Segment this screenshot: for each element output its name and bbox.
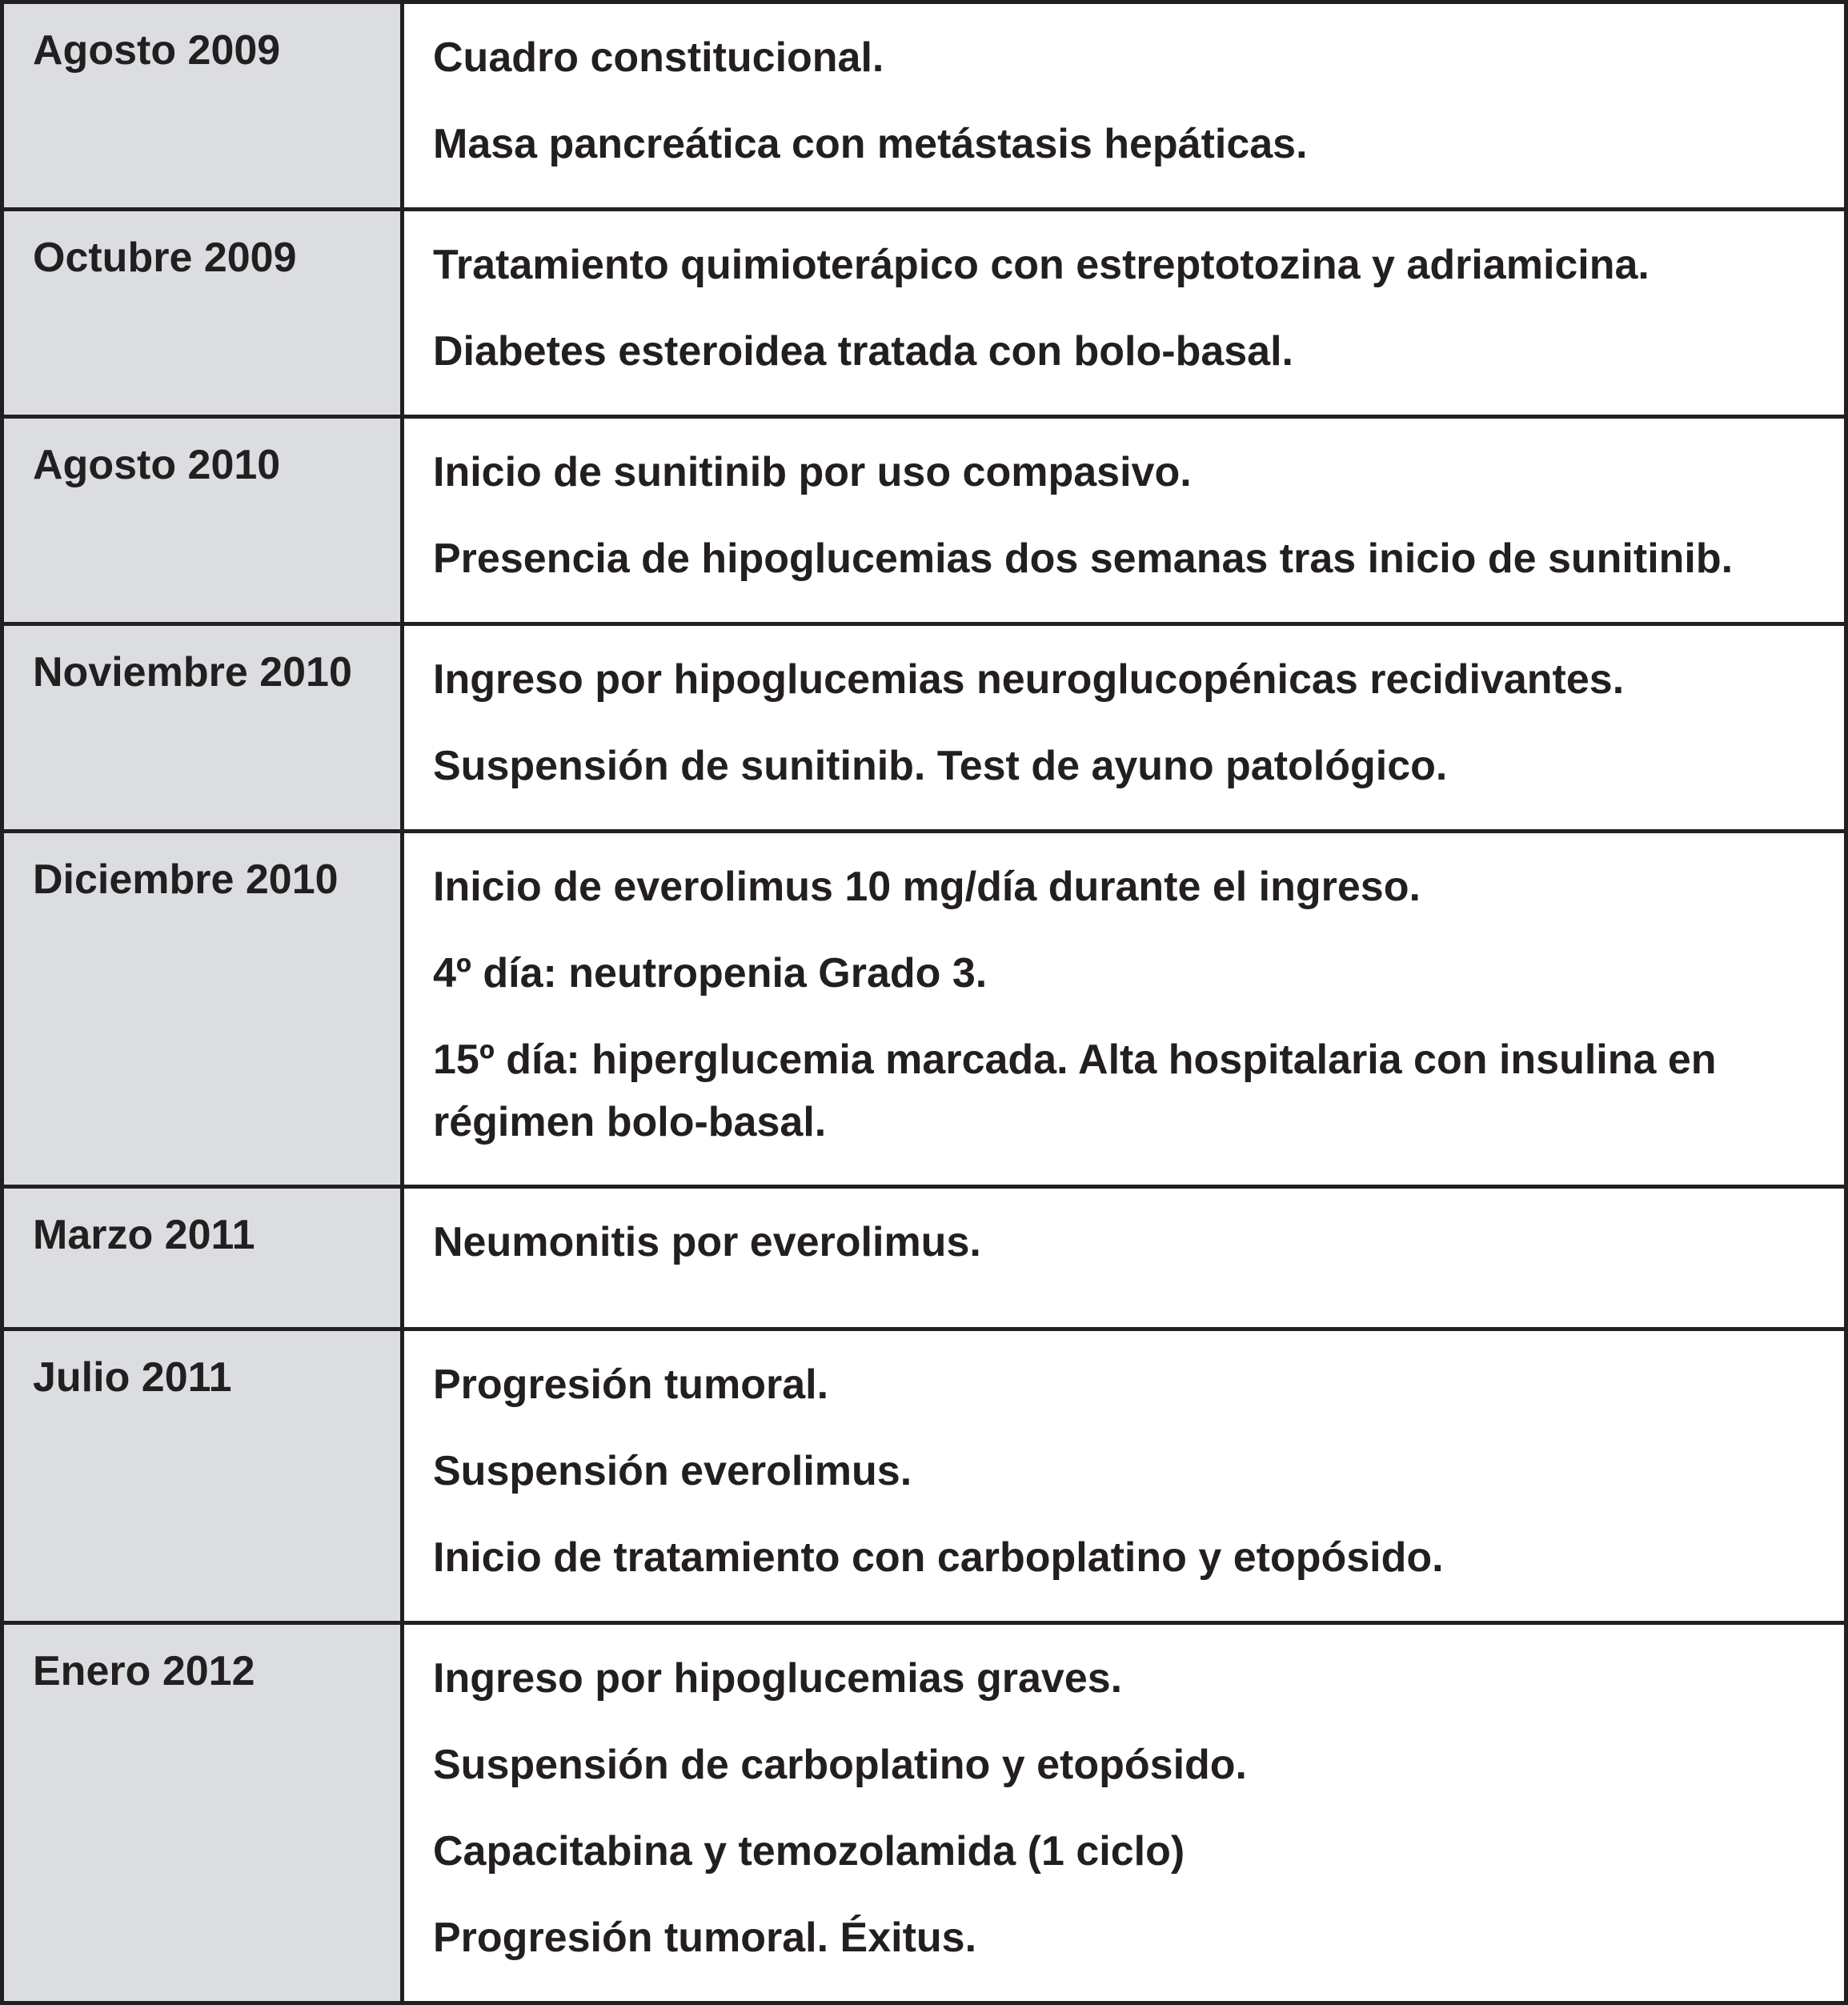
date-cell: Octubre 2009	[4, 211, 404, 415]
date-cell: Agosto 2009	[4, 4, 404, 207]
event-text: Masa pancreática con metástasis hepáticas.	[433, 121, 1308, 167]
event-text: 4º día: neutropenia Grado 3.	[433, 950, 988, 996]
event-text: Inicio de everolimus 10 mg/día durante el ingreso.	[433, 864, 1421, 910]
events-cell	[404, 4, 1844, 207]
event-text: Progresión tumoral.	[433, 1361, 829, 1408]
events-cell	[404, 1331, 1844, 1621]
date-cell: Marzo 2011	[4, 1189, 404, 1327]
events-cell	[404, 1625, 1844, 2001]
date-cell: Enero 2012	[4, 1625, 404, 2001]
table-row	[4, 4, 1844, 211]
events-cell	[404, 833, 1844, 1185]
event-text: Capacitabina y temozolamida (1 ciclo)	[433, 1828, 1185, 1875]
events-cell	[404, 1189, 1844, 1327]
table-row	[4, 833, 1844, 1189]
date-cell: Diciembre 2010	[4, 833, 404, 1185]
events-cell	[404, 211, 1844, 415]
table-row	[4, 211, 1844, 419]
event-text: Tratamiento quimioterápico con estreptotozina y adriamicina.	[433, 242, 1650, 288]
table-row	[4, 1331, 1844, 1625]
event-text: Ingreso por hipoglucemias graves.	[433, 1655, 1123, 1702]
event-text: Inicio de tratamiento con carboplatino y etopósido.	[433, 1534, 1444, 1581]
event-text: Diabetes esteroidea tratada con bolo-basal.	[433, 328, 1293, 375]
event-text: Suspensión de sunitinib. Test de ayuno patológico.	[433, 743, 1448, 789]
events-cell	[404, 419, 1844, 622]
event-text: Progresión tumoral. Éxitus.	[433, 1915, 977, 1961]
event-text: Suspensión de carboplatino y etopósido.	[433, 1742, 1247, 1788]
event-text: Cuadro constitucional.	[433, 34, 884, 81]
event-text: Suspensión everolimus.	[433, 1448, 912, 1494]
date-cell: Agosto 2010	[4, 419, 404, 622]
table-row	[4, 419, 1844, 626]
event-text: Presencia de hipoglucemias dos semanas tras inicio de sunitinib.	[433, 535, 1734, 582]
table-row	[4, 1189, 1844, 1331]
table-row	[4, 1625, 1844, 2001]
event-text: Inicio de sunitinib por uso compasivo.	[433, 449, 1192, 495]
date-cell: Noviembre 2010	[4, 626, 404, 829]
events-cell	[404, 626, 1844, 829]
table-row	[4, 626, 1844, 833]
date-cell: Julio 2011	[4, 1331, 404, 1621]
event-text: Neumonitis por everolimus.	[433, 1219, 981, 1265]
event-text: 15º día: hiperglucemia marcada. Alta hospitalaria con insulina en régimen bolo-basal.	[433, 1037, 1717, 1145]
event-text: Ingreso por hipoglucemias neuroglucopénicas recidivantes.	[433, 656, 1625, 703]
